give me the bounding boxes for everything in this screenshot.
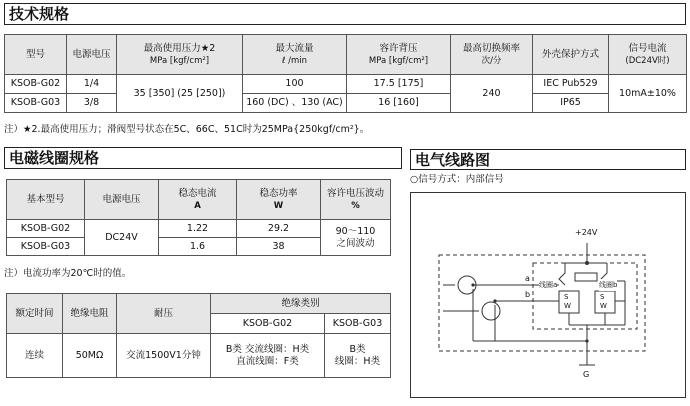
circuit-diagram <box>410 192 686 398</box>
tech-header-backpressure <box>347 35 451 75</box>
fluct-value-2: 之间波动 <box>336 237 375 249</box>
coil-spec-table <box>6 179 391 256</box>
circuit-drawing <box>411 193 685 397</box>
coil-voltage-value: DC24V <box>85 220 159 256</box>
ground-label: G <box>583 370 590 379</box>
wire-b-label: b <box>525 290 531 299</box>
plus24v-label: +24V <box>575 228 598 237</box>
pressure-label: 最高使用压力★2 <box>143 42 216 54</box>
current-label: 稳态电流 <box>178 187 217 199</box>
insul-header-time: 额定时间 <box>7 294 63 334</box>
fluct-unit: % <box>351 200 360 211</box>
back-label: 容许背压 <box>379 42 418 54</box>
signal-mode-text: ○信号方式：内部信号 <box>410 174 504 185</box>
switch-b-label: S W <box>600 293 607 310</box>
freq-value: 240 <box>451 75 533 113</box>
insul-g03 <box>325 334 391 378</box>
tech-header-protection: 外壳保护方式 <box>533 35 609 75</box>
coil-fluct-value <box>321 220 391 256</box>
tech-spec-title: 技术规格 <box>4 3 686 25</box>
flow-label: 最大流量 <box>275 42 314 54</box>
coil-row1-current: 1.22 <box>159 220 237 238</box>
tech-note: 注）★2.最高使用压力；滑阀型号状态在5C、66C、51C时为25MPa{250kgf/cm²}。 <box>4 124 370 135</box>
insul-withstand: 交流1500V1分钟 <box>117 334 211 378</box>
signal-unit: (DC24V时) <box>625 55 670 66</box>
g02-line1: B类 交流线圈：H类 <box>225 343 310 355</box>
pressure-value: 35 [350] (25 [250]) <box>117 75 243 113</box>
table-row <box>7 334 391 378</box>
insul-header-g03: KSOB-G03 <box>325 314 391 334</box>
circuit-title: 电气线路图 <box>410 149 686 170</box>
g03-line1: B类 <box>349 343 366 355</box>
freq-label: 最高切换频率 <box>462 42 520 54</box>
tech-header-flow <box>243 35 347 75</box>
tech-header-frequency <box>451 35 533 75</box>
coil-row2-power: 38 <box>237 238 321 256</box>
fluct-value-1: 90～110 <box>335 225 376 237</box>
table-row <box>5 75 687 94</box>
protect-value-2: IP65 <box>533 94 609 113</box>
wire-a-label: a <box>525 274 530 283</box>
row2-back: 16 [160] <box>347 94 451 113</box>
insul-g02 <box>211 334 325 378</box>
tech-spec-table <box>4 34 687 113</box>
signal-label: 信号电流 <box>628 42 667 54</box>
g02-line2: 直流线圈：F类 <box>236 355 299 367</box>
power-label: 稳态功率 <box>259 187 298 199</box>
coil-note: 注）电流功率为20℃时的值。 <box>4 268 132 279</box>
coil-spec-title: 电磁线圈规格 <box>4 147 402 169</box>
freq-unit: 次/分 <box>481 55 502 66</box>
signal-value: 10mA±10% <box>609 75 687 113</box>
coil-header-fluct <box>321 180 391 220</box>
table-row <box>5 94 687 113</box>
fluct-label: 容许电压波动 <box>326 187 384 199</box>
row1-model: KSOB-G02 <box>5 75 67 94</box>
coil-header-current <box>159 180 237 220</box>
g03-line2: 线圈：H类 <box>334 355 381 367</box>
switch-a-label: S W <box>564 293 571 310</box>
coil-a-label: 线圈a <box>539 281 558 289</box>
insulation-table <box>6 293 391 378</box>
table-row <box>7 220 391 238</box>
power-unit: W <box>273 200 284 211</box>
flow-unit: ℓ /min <box>281 55 308 66</box>
protect-value-1: IEC Pub529 <box>533 75 609 94</box>
coil-row1-model: KSOB-G02 <box>7 220 85 238</box>
tech-header-signal <box>609 35 687 75</box>
current-unit: A <box>194 200 201 211</box>
coil-header-model: 基本型号 <box>7 180 85 220</box>
insul-header-class: 绝缘类别 <box>211 294 391 314</box>
pressure-unit: MPa [kgf/cm²] <box>149 55 210 66</box>
coil-row2-current: 1.6 <box>159 238 237 256</box>
insul-time: 连续 <box>7 334 63 378</box>
insul-header-resist: 绝缘电阻 <box>63 294 117 334</box>
tech-header-pressure <box>117 35 243 75</box>
back-unit: MPa [kgf/cm²] <box>368 55 429 66</box>
row2-model: KSOB-G03 <box>5 94 67 113</box>
insul-resist: 50MΩ <box>63 334 117 378</box>
tech-header-model: 型号 <box>5 35 67 75</box>
row2-voltage: 3/8 <box>67 94 117 113</box>
row1-voltage: 1/4 <box>67 75 117 94</box>
coil-b-label: 线圈b <box>599 281 618 289</box>
row1-flow: 100 <box>243 75 347 94</box>
coil-row1-power: 29.2 <box>237 220 321 238</box>
row1-back: 17.5 [175] <box>347 75 451 94</box>
tech-header-voltage: 电源电压 <box>67 35 117 75</box>
insul-header-g02: KSOB-G02 <box>211 314 325 334</box>
insul-header-withstand: 耐压 <box>117 294 211 334</box>
coil-header-voltage: 电源电压 <box>85 180 159 220</box>
coil-header-power <box>237 180 321 220</box>
coil-row2-model: KSOB-G03 <box>7 238 85 256</box>
row2-flow: 160 (DC) 、130 (AC) <box>243 94 347 113</box>
